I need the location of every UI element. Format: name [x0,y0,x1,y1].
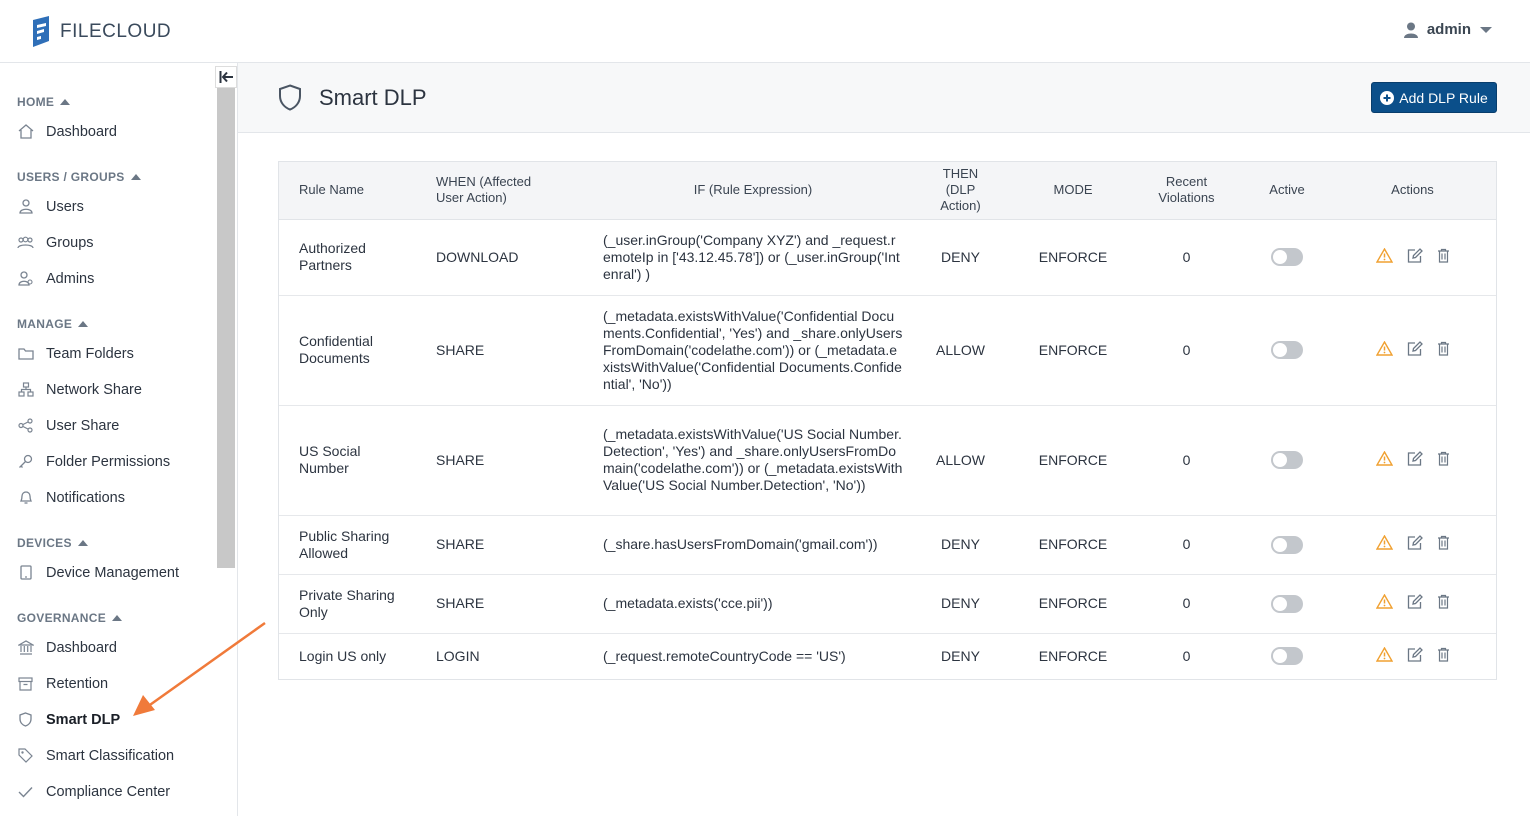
active-toggle[interactable] [1271,341,1303,359]
sidebar-item-label: Notifications [46,489,125,506]
sidebar-item-label: Compliance Center [46,783,171,800]
shield-icon [17,711,34,728]
sidebar-item-retention[interactable] [17,675,108,692]
caret-up-icon [78,321,88,327]
column-header-violations[interactable]: Recent Violations [1128,162,1245,219]
column-header-rule-name[interactable]: Rule Name [279,162,436,219]
rule-mode: ENFORCE [1018,219,1128,295]
sidebar-item-team-folders[interactable] [17,345,134,362]
rule-violations: 0 [1128,219,1245,295]
delete-icon[interactable] [1437,341,1450,356]
sidebar-item-label: Network Share [46,381,142,398]
active-toggle[interactable] [1271,647,1303,665]
rule-mode: ENFORCE [1018,405,1128,515]
section-devices[interactable] [17,536,88,550]
rule-when: SHARE [436,295,603,405]
section-title: DEVICES [17,536,72,550]
violations-warning-icon[interactable] [1376,451,1393,466]
column-header-if[interactable]: IF (Rule Expression) [603,162,903,219]
logo-text: FILECLOUD [60,20,172,42]
rule-when: SHARE [436,405,603,515]
rule-when: SHARE [436,515,603,574]
rule-name: Public Sharing Allowed [279,515,436,574]
active-toggle[interactable] [1271,595,1303,613]
rule-then: DENY [903,574,1018,633]
key-icon [17,453,34,470]
table-row[interactable] [279,633,1496,679]
table-row[interactable] [279,515,1496,574]
edit-icon[interactable] [1407,647,1423,662]
sidebar-item-label: Device Management [46,564,179,581]
sidebar-item-dashboard[interactable] [17,123,117,140]
column-header-actions: Actions [1329,162,1496,219]
violations-warning-icon[interactable] [1376,535,1393,550]
rule-expression: (_request.remoteCountryCode == 'US') [603,647,846,664]
rule-expression: (_metadata.existsWithValue('Confidential Documents.Confidential', 'Yes') and _share.onlyUsersFromDomain('codelathe.com')) or (_metadata.existsWithValue('Confidential Documents.Confidential', 'No')) [603,295,903,405]
share-icon [17,417,34,434]
rule-when: SHARE [436,574,603,633]
sidebar-scrollbar[interactable] [217,88,235,568]
user-icon [17,198,34,215]
delete-icon[interactable] [1437,248,1450,263]
table-row[interactable] [279,574,1496,633]
collapse-sidebar-button[interactable] [215,66,237,88]
section-title: MANAGE [17,317,73,331]
section-users-groups[interactable] [17,170,141,184]
sidebar-item-label: Admins [46,270,95,287]
column-header-mode[interactable]: MODE [1018,162,1128,219]
sidebar-item-smart-classification[interactable] [17,747,174,764]
rule-then: DENY [903,515,1018,574]
rule-when: LOGIN [436,647,480,664]
delete-icon[interactable] [1437,451,1450,466]
section-title: USERS / GROUPS [17,170,125,184]
sidebar-item-network-share[interactable] [17,381,142,398]
top-bar [0,0,1530,63]
section-governance[interactable] [17,611,122,625]
rule-expression: (_metadata.existsWithValue('US Social Number.Detection', 'Yes') and _share.onlyUsersFromDomain('codelathe.com')) or (_metadata.existsWithValue('US Social Number.Detection', 'No')) [603,405,903,515]
rule-expression: (_share.hasUsersFromDomain('gmail.com')) [603,515,903,574]
column-header-then[interactable]: THEN (DLP Action) [903,162,1018,219]
rule-then: ALLOW [903,405,1018,515]
rule-violations: 0 [1182,647,1191,664]
filecloud-logo[interactable] [30,16,171,47]
edit-icon[interactable] [1407,341,1423,356]
plus-circle-icon [1380,91,1394,105]
page-title: Smart DLP [319,85,427,110]
edit-icon[interactable] [1407,248,1423,263]
violations-warning-icon[interactable] [1376,594,1393,609]
sidebar-item-label: Smart DLP [46,711,121,728]
user-avatar-icon [1404,22,1418,38]
table-row[interactable] [279,219,1496,295]
sidebar-item-governance-dashboard[interactable] [17,639,117,656]
tag-icon [17,747,34,764]
section-title: HOME [17,95,55,109]
violations-warning-icon[interactable] [1376,341,1393,356]
check-icon [17,783,34,800]
rule-violations: 0 [1128,295,1245,405]
sidebar-item-notifications[interactable] [17,489,125,506]
rule-then: DENY [941,647,980,664]
rule-violations: 0 [1128,515,1245,574]
delete-icon[interactable] [1437,647,1450,662]
archive-icon [17,675,34,692]
active-toggle[interactable] [1271,248,1303,266]
delete-icon[interactable] [1437,535,1450,550]
annotation-arrow-icon [125,615,275,720]
groups-icon [17,234,34,251]
table-header-row [279,162,1496,219]
rule-expression: (_user.inGroup('Company XYZ') and _request.remoteIp in ['43.12.45.78']) or (_user.inGroup('Intenral') ) [603,219,903,295]
sidebar-item-label: Dashboard [46,639,117,656]
violations-warning-icon[interactable] [1376,647,1393,662]
sidebar-item-label: User Share [46,417,120,434]
rule-then: ALLOW [903,295,1018,405]
section-title: GOVERNANCE [17,611,107,625]
table-row[interactable] [279,405,1496,515]
sidebar-item-label: Team Folders [46,345,134,362]
rule-mode: ENFORCE [1018,574,1128,633]
caret-up-icon [78,540,88,546]
sidebar-item-smart-dlp[interactable] [17,711,120,728]
rule-name: Private Sharing Only [279,574,436,633]
shield-icon [278,84,302,111]
network-icon [17,381,34,398]
rule-name: Authorized Partners [279,219,436,295]
rule-mode: ENFORCE [1038,647,1108,664]
edit-icon[interactable] [1407,594,1423,609]
active-toggle[interactable] [1271,536,1303,554]
sidebar-item-groups[interactable] [17,234,94,251]
sidebar-item-label: Groups [46,234,94,251]
add-dlp-rule-label: Add DLP Rule [1399,89,1488,106]
main-content [238,63,1530,816]
dlp-rules-table [278,161,1497,680]
sidebar-item-label: Folder Permissions [46,453,171,470]
section-home[interactable] [17,95,70,109]
rule-mode: ENFORCE [1018,515,1128,574]
collapse-left-icon [219,71,233,83]
edit-icon[interactable] [1407,451,1423,466]
bank-icon [17,639,34,656]
page-header [238,63,1530,133]
rule-violations: 0 [1128,574,1245,633]
sidebar-item-admins[interactable] [17,270,94,287]
violations-warning-icon[interactable] [1376,248,1393,263]
sidebar-item-compliance-center[interactable] [17,783,170,800]
add-dlp-rule-button[interactable] [1371,82,1497,113]
rule-violations: 0 [1128,405,1245,515]
rule-name: Login US only [299,647,387,664]
rule-then: DENY [903,219,1018,295]
sidebar-item-folder-permissions[interactable] [17,453,170,470]
caret-up-icon [112,615,122,621]
device-icon [17,564,34,581]
section-manage[interactable] [17,317,88,331]
caret-up-icon [60,99,70,105]
filecloud-logo-icon [30,16,52,47]
user-name: admin [1426,21,1471,38]
rule-when: DOWNLOAD [436,219,603,295]
admin-icon [17,270,34,287]
sidebar-item-label: Smart Classification [46,747,175,764]
rule-expression: (_metadata.exists('cce.pii')) [603,574,903,633]
rule-mode: ENFORCE [1018,295,1128,405]
delete-icon[interactable] [1437,594,1450,609]
column-header-when[interactable]: WHEN (Affected User Action) [436,162,603,219]
sidebar-item-label: Retention [46,675,109,692]
caret-up-icon [131,174,141,180]
sidebar-item-label: Users [46,198,84,215]
column-header-active[interactable]: Active [1245,162,1329,219]
active-toggle[interactable] [1271,451,1303,469]
folder-icon [17,345,34,362]
sidebar-item-user-share[interactable] [17,417,119,434]
bell-icon [17,489,34,506]
sidebar-item-device-management[interactable] [17,564,179,581]
sidebar-item-users[interactable] [17,198,84,215]
rule-name: US Social Number [279,405,436,515]
home-icon [17,123,34,140]
sidebar-item-label: Dashboard [46,123,117,140]
table-row[interactable] [279,295,1496,405]
rule-name: Confidential Documents [279,295,436,405]
edit-icon[interactable] [1407,535,1423,550]
user-menu[interactable] [1404,21,1492,38]
chevron-down-icon [1480,26,1492,34]
